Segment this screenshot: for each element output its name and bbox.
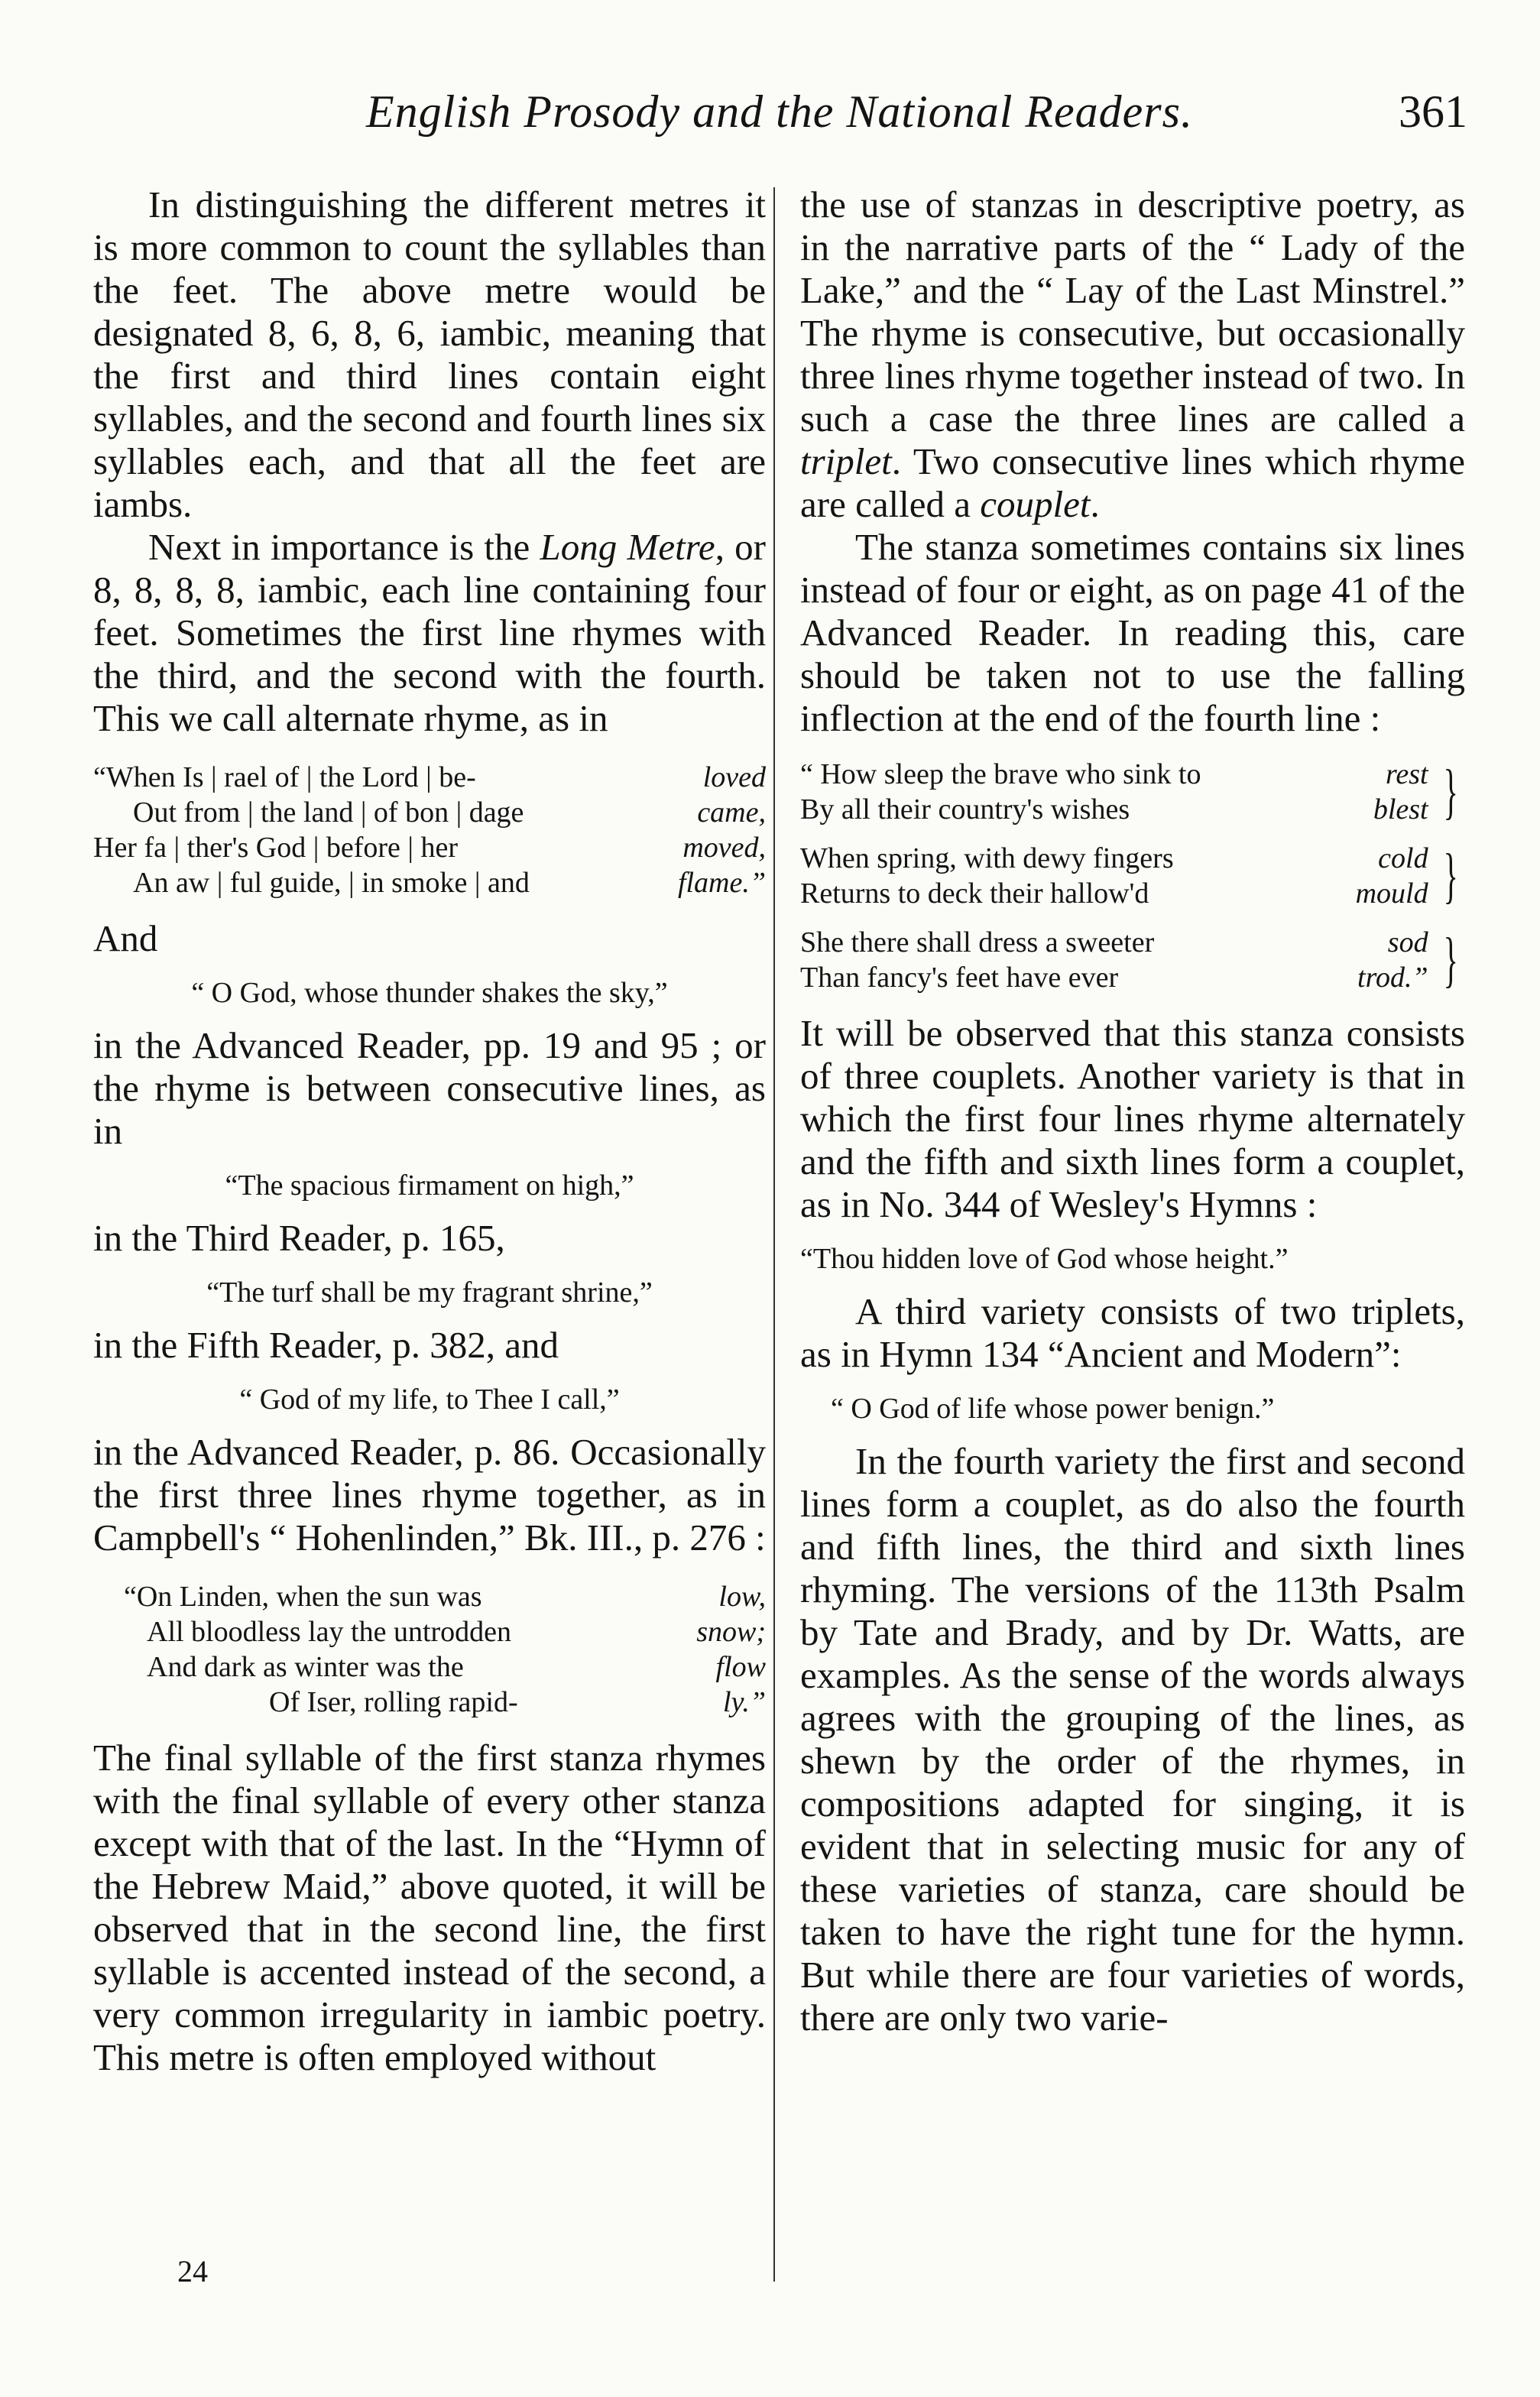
term-long-metre: Long Metre (540, 526, 715, 568)
verse-hohenlinden (93, 1579, 766, 1720)
verse-line (800, 841, 1428, 876)
text-run: Next in importance is the (148, 526, 540, 568)
paragraph-and: And (93, 917, 158, 959)
verse-text: Her fa | ther's God | before | her (93, 832, 459, 864)
paragraph: In the fourth variety the first and second lines form a couplet, as do also the fourth and fifth lines, the third and sixth lines rhyming. The versions of the 113th Psalm by Tate and Brady, and by Dr. Watts, are examples. As the sense of the words always agrees with the grouping of the lines, as shewn by the order of the rhymes, in compositions adapted for singing, it is evident that in selecting music for any of these varieties of stanza, care should be taken to have the right tune for the hymn. But while there are four varieties of words, there are only two varie- (800, 1440, 1465, 2039)
verse-text: She there shall dress a sweeter (800, 926, 1155, 958)
verse-line (124, 1649, 766, 1685)
verse-text: “ How sleep the brave who sink to (800, 758, 1201, 790)
verse-line (93, 795, 766, 830)
verse-text: And dark as winter was the (147, 1651, 464, 1683)
couplet (800, 925, 1465, 995)
couplet (800, 841, 1465, 911)
signature-mark: 24 (177, 2254, 208, 2288)
rhyme-word: moved, (682, 832, 766, 864)
column-divider (773, 187, 775, 2282)
verse-line (800, 960, 1428, 995)
brace-icon: } (1443, 926, 1458, 994)
quote: “The turf shall be my fragrant shrine,” (206, 1276, 653, 1309)
page-header (92, 86, 1467, 154)
quote: “ God of my life, to Thee I call,” (239, 1383, 620, 1416)
text-run: . Two consecutive lines which rhyme are called a (800, 440, 1465, 525)
verse-text: Out from | the land | of bon | dage (133, 796, 524, 829)
verse-text: Than fancy's feet have ever (800, 962, 1119, 994)
rhyme-word: rest (1386, 758, 1428, 790)
left-column (93, 183, 766, 2079)
verse-line (124, 1579, 766, 1614)
paragraph (93, 526, 766, 740)
verse-text: By all their country's wishes (800, 793, 1130, 825)
paragraph: The final syllable of the first stanza rhymes with the final syllable of every other stanza except with that of the last. In the “Hymn of the Hebrew Maid,” above quoted, it will be observed that in the second line, the first syllable is accented instead of the second, a very common irregularity in iambic poetry. This metre is often employed without (93, 1737, 766, 2078)
rhyme-word: loved (702, 761, 766, 793)
rhyme-word: cold (1378, 842, 1428, 874)
term-triplet: triplet (800, 440, 892, 482)
verse-line (124, 1685, 766, 1720)
paragraph: A third variety consists of two triplets, as in Hymn 134 “Ancient and Modern”: (800, 1290, 1465, 1375)
quote: “ O God of life whose power benign.” (831, 1393, 1275, 1425)
verse-line (124, 1614, 766, 1649)
rhyme-word: flame.” (677, 867, 766, 899)
rhyme-word: mould (1355, 877, 1428, 910)
paragraph: in the Advanced Reader, pp. 19 and 95 ; or the rhyme is between consecutive lines, as in (93, 1024, 766, 1152)
verse-text: Of Iser, rolling rapid- (269, 1686, 518, 1718)
verse-line (800, 925, 1428, 960)
rhyme-word: blest (1373, 793, 1428, 825)
rhyme-word: low, (718, 1581, 766, 1613)
paragraph: The stanza sometimes contains six lines instead of four or eight, as on page 41 of the Advanced Reader. In reading this, care should be taken not to use the falling inflection at the end of the fourth line : (800, 526, 1465, 739)
quote: “Thou hidden love of God whose height.” (800, 1243, 1289, 1275)
rhyme-word: snow; (696, 1616, 766, 1648)
verse-text: “On Linden, when the sun was (124, 1581, 482, 1613)
page-number: 361 (1399, 86, 1467, 137)
verse-text: All bloodless lay the untrodden (147, 1616, 512, 1648)
brace-icon: } (1443, 842, 1458, 910)
verse-line (93, 830, 766, 865)
brace-icon: } (1443, 758, 1458, 825)
rhyme-word: sod (1387, 926, 1428, 958)
verse-line (93, 760, 766, 795)
verse-text: “When Is | rael of | the Lord | be- (93, 761, 476, 793)
running-title: English Prosody and the National Readers. (365, 86, 1194, 137)
verse-hebrew-maid (93, 760, 766, 900)
couplet (800, 757, 1465, 827)
quote: “The spacious firmament on high,” (225, 1169, 634, 1202)
rhyme-word: flow (715, 1651, 766, 1683)
paragraph: in the Third Reader, p. 165, (93, 1217, 505, 1259)
right-column (800, 183, 1465, 2039)
rhyme-word: ly.” (723, 1686, 766, 1718)
stanza-how-sleep (800, 757, 1465, 995)
verse-text: When spring, with dewy fingers (800, 842, 1174, 874)
quote: “ O God, whose thunder shakes the sky,” (191, 977, 668, 1009)
verse-line (800, 792, 1428, 827)
text-run: the use of stanzas in descriptive poetry, as in the narrative parts of the “ Lady of the Lake,” and the “ Lay of the Last Minstrel.” The rhyme is consecutive, but occasionally three lines rhyme together instead of two. In such a case the three lines are called a (800, 183, 1465, 440)
paragraph: in the Advanced Reader, p. 86. Occasionally the first three lines rhyme together, as in Campbell's “ Hohenlinden,” Bk. III., p. 276 : (93, 1431, 766, 1559)
verse-line (800, 876, 1428, 911)
paragraph: In distinguishing the different metres it is more common to count the syllables than the feet. The above metre would be designated 8, 6, 8, 6, iambic, meaning that the first and third lines contain eight syllables, and the second and fourth lines six syllables each, and that all the feet are iambs. (93, 183, 766, 525)
verse-text: Returns to deck their hallow'd (800, 877, 1149, 910)
verse-line (93, 865, 766, 900)
text-run: . (1090, 483, 1100, 525)
rhyme-word: came, (697, 796, 766, 829)
term-couplet: couplet (980, 483, 1091, 525)
text-run: , or 8, 8, 8, 8, iambic, each line containing four feet. Sometimes the first line rhymes with the third, and the second with the fourth. This we call alternate rhyme, as in (93, 526, 766, 739)
paragraph: in the Fifth Reader, p. 382, and (93, 1324, 559, 1366)
verse-text: An aw | ful guide, | in smoke | and (133, 867, 530, 899)
rhyme-word: trod.” (1357, 962, 1428, 994)
verse-line (800, 757, 1428, 792)
paragraph: It will be observed that this stanza consists of three couplets. Another variety is that in which the first four lines rhyme alternately and the fifth and sixth lines form a couplet, as in No. 344 of Wesley's Hymns : (800, 1012, 1465, 1225)
paragraph (800, 183, 1465, 526)
